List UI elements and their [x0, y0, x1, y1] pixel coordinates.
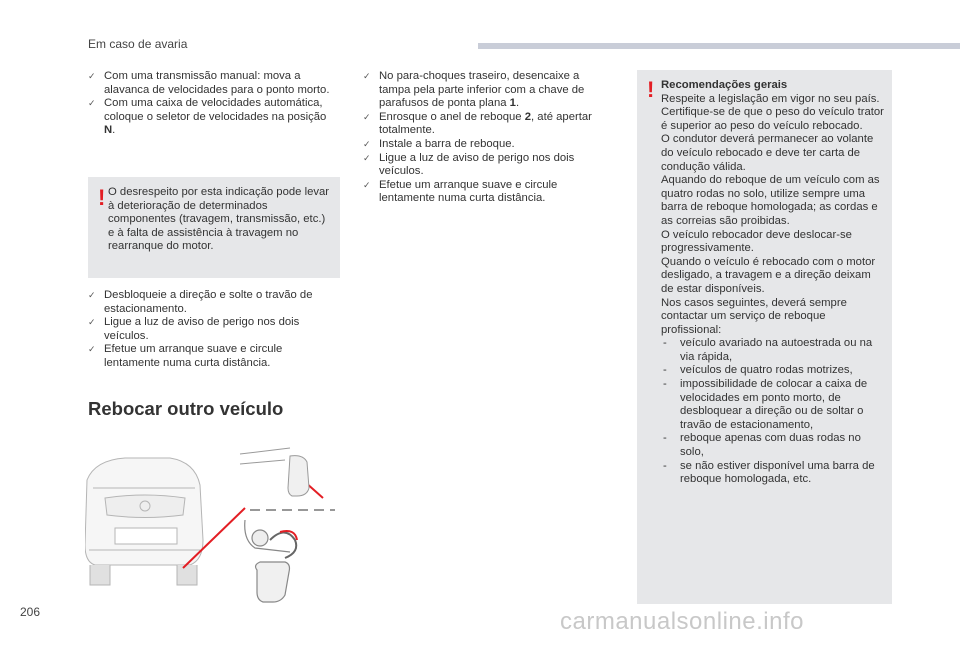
- list-item: ✓ No para-choques traseiro, desencaixe a tampa pela parte inferior com a chave de parafusos de ponta plana 1.: [363, 70, 613, 111]
- watermark[interactable]: carmanualsonline.info: [560, 608, 804, 635]
- list-item: ✓ Com uma transmissão manual: mova a alavanca de velocidades para o ponto morto.: [88, 70, 340, 97]
- recommendations-box: [637, 70, 892, 604]
- paragraph: O veículo rebocador deve deslocar-se progressivamente.: [661, 228, 852, 255]
- recommendations-text: [661, 79, 886, 487]
- warning-icon: !: [647, 77, 655, 102]
- warning-box: [88, 177, 340, 278]
- recommendations-title: Recomendações gerais: [661, 79, 788, 91]
- tow-ring-detail: [245, 520, 297, 602]
- col2-list: [363, 70, 613, 206]
- list-item: ✓ Instale a barra de reboque.: [363, 138, 613, 152]
- list-item: ✓ Com uma caixa de velocidades automática, coloque o seletor de velocidades na posição N.: [88, 97, 340, 138]
- section-title: Rebocar outro veículo: [88, 398, 284, 419]
- list-item: - se não estiver disponível uma barra de reboque homologada, etc.: [661, 460, 886, 487]
- list-item: ✓ Efetue um arranque suave e circule lentamente numa curta distância.: [363, 179, 613, 206]
- towing-illustration: [85, 440, 340, 608]
- warning-text: O desrespeito por esta indicação pode levar à deterioração de determinados componentes (travagem, transmissão, etc.) e à falta de assistência à travagem no rearranque do motor.: [108, 186, 330, 253]
- paragraph: Nos casos seguintes, deverá sempre contactar um serviço de reboque profissional:: [661, 296, 847, 336]
- header-bar: [478, 43, 960, 49]
- warning-icon: !: [98, 185, 106, 210]
- list-item: - veículo avariado na autoestrada ou na via rápida,: [661, 337, 886, 364]
- list-item: ✓ Efetue um arranque suave e circule lentamente numa curta distância.: [88, 343, 340, 370]
- list-item: ✓ Ligue a luz de aviso de perigo nos dois veículos.: [88, 316, 340, 343]
- paragraph: O condutor deverá permanecer ao volante do veículo rebocado e deve ter carta de condução válida.: [661, 133, 874, 173]
- list-item: - impossibilidade de colocar a caixa de velocidades em ponto morto, de desbloquear a direção ou de soltar o travão de estacionamento,: [661, 378, 886, 432]
- paragraph: Respeite a legislação em vigor no seu país.: [661, 92, 880, 105]
- list-item: ✓ Ligue a luz de aviso de perigo nos dois veículos.: [363, 152, 613, 179]
- header-title: Em caso de avaria: [88, 37, 188, 51]
- list-item: - veículos de quatro rodas motrizes,: [661, 364, 886, 378]
- paragraph: Aquando do reboque de um veículo com as quatro rodas no solo, utilize sempre uma barra de reboque homologada; as cordas e as correias são proibidas.: [661, 174, 880, 227]
- col1-bottom-list: [88, 289, 340, 371]
- paragraph: Certifique-se de que o peso do veículo trator é superior ao peso do veículo rebocado.: [661, 106, 884, 132]
- cover-detail: [240, 448, 309, 496]
- recommendations-list: [661, 337, 886, 487]
- col1-top-list: [88, 70, 340, 138]
- paragraph: Quando o veículo é rebocado com o motor desligado, a travagem e a direção deixam de estar disponíveis.: [661, 255, 876, 295]
- list-item: ✓ Enrosque o anel de reboque 2, até apertar totalmente.: [363, 111, 613, 138]
- list-item: - reboque apenas com duas rodas no solo,: [661, 432, 886, 459]
- page-number: 206: [20, 605, 41, 619]
- list-item: ✓ Desbloqueie a direção e solte o travão de estacionamento.: [88, 289, 340, 316]
